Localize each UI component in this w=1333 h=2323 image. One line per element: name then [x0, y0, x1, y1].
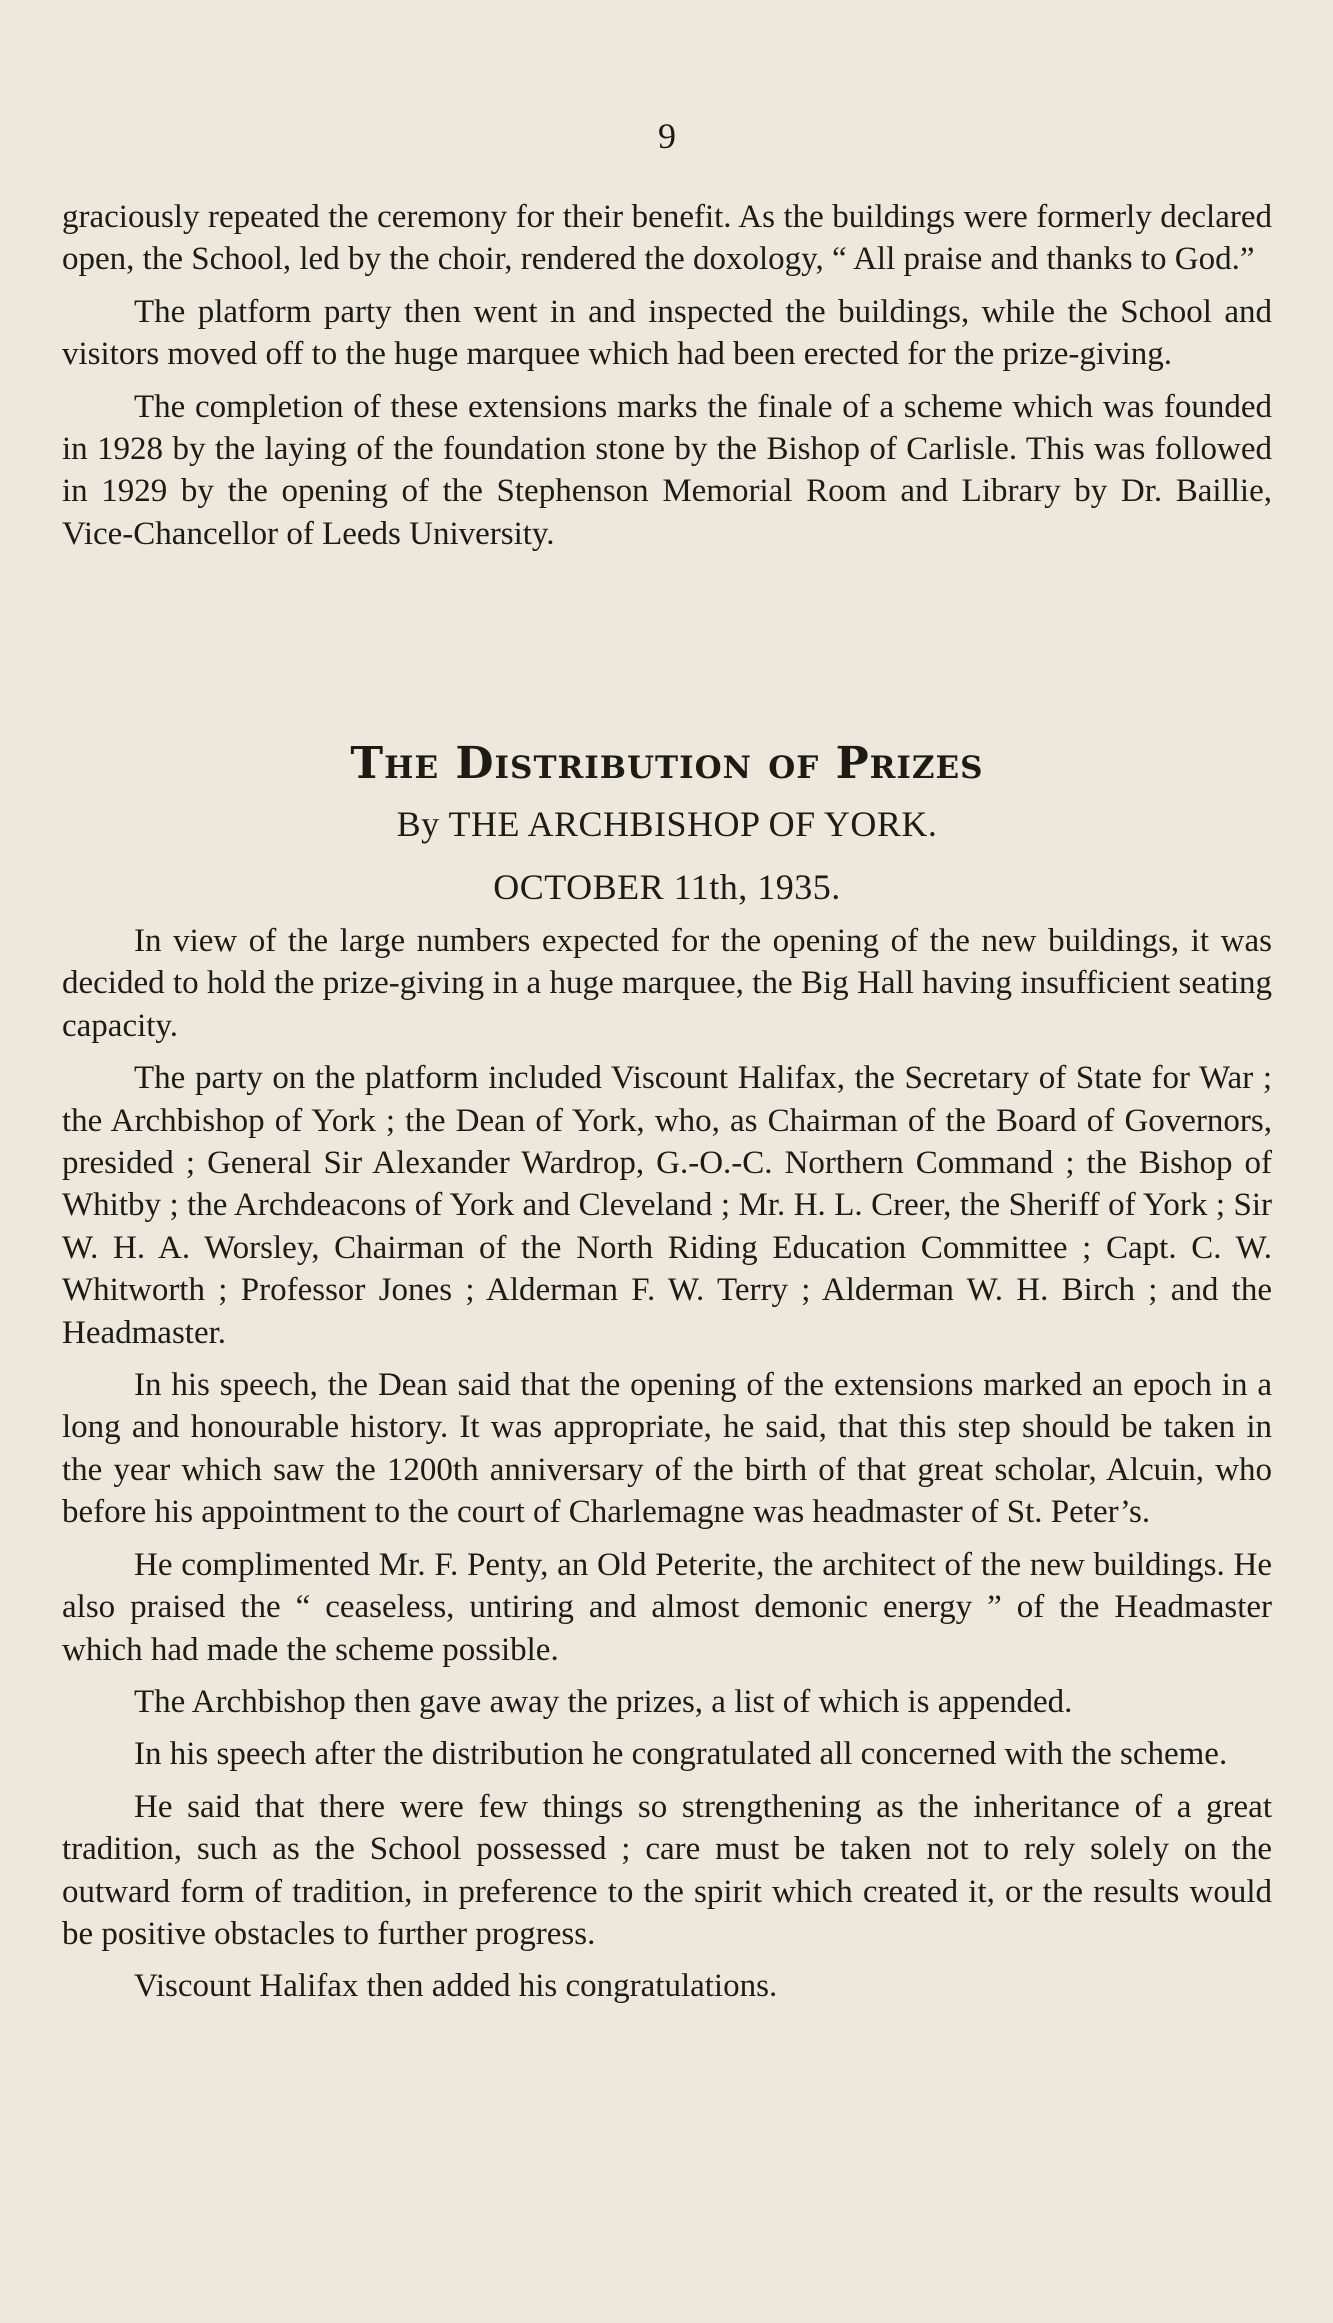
section-byline: By THE ARCHBISHOP OF YORK.: [396, 804, 938, 844]
paragraph: In view of the large numbers expected for the opening of the new buildings, it was decided to hold the prize-giving in a huge marquee, the Big Hall having insufficient seating capacity.: [62, 923, 1272, 1044]
intro-text: [62, 196, 1272, 565]
paragraph: He said that there were few things so strengthening as the inheritance of a great tradition, such as the School possessed ; care must be taken not to rely solely on the outward form of tradition, in preference to the spirit which created it, or the results would be positive obstacles to further progress.: [62, 1788, 1272, 1952]
section-date: OCTOBER 11th, 1935.: [493, 867, 841, 907]
paragraph: The platform party then went in and inspected the buildings, while the School and visitors moved off to the huge marquee which had been erected for the prize-giving.: [62, 293, 1272, 373]
paragraph: graciously repeated the ceremony for their benefit. As the buildings were formerly declared open, the School, led by the choir, rendered the doxology, “ All praise and thanks to God.”: [62, 199, 1272, 278]
paragraph: In his speech, the Dean said that the opening of the extensions marked an epoch in a long and honourable history. It was appropriate, he said, that this step should be taken in the year which saw the 1200th anniversary of the birth of that great scholar, Alcuin, who before his appointment to the court of Charlemagne was headmaster of St. Peter’s.: [62, 1367, 1272, 1531]
paragraph: The Archbishop then gave away the prizes, a list of which is appended.: [134, 1683, 1073, 1720]
paragraph: The party on the platform included Viscount Halifax, the Secretary of State for War ; the Archbishop of York ; the Dean of York, who, as Chairman of the Board of Governors, presided ; General Sir Alexander Wardrop, G.-O.-C. Northern Command ; the Bishop of Whitby ; the Archdeacons of York and Cleveland ; Mr. H. L. Creer, the Sheriff of York ; Sir W. H. A. Worsley, Chairman of the North Riding Education Committee ; Capt. C. W. Whitworth ; Professor Jones ; Alderman F. W. Terry ; Alderman W. H. Birch ; and the Headmaster.: [62, 1060, 1272, 1351]
paragraph: In his speech after the distribution he congratulated all concerned with the scheme.: [134, 1736, 1228, 1773]
paragraph: He complimented Mr. F. Penty, an Old Peterite, the architect of the new buildings. He also praised the “ ceaseless, untiring and almost demonic energy ” of the Headmaster which had made the scheme possible.: [62, 1546, 1272, 1668]
section-title: The Distribution of Prizes: [350, 738, 984, 789]
paragraph: The completion of these extensions marks the finale of a scheme which was founded in 1928 by the laying of the foundation stone by the Bishop of Carlisle. This was followed in 1929 by the opening of the Stephenson Memorial Room and Library by Dr. Baillie, Vice-Chancellor of Leeds University.: [62, 388, 1272, 552]
paragraph: Viscount Halifax then added his congratulations.: [134, 1968, 778, 2005]
page-number: 9: [658, 116, 676, 156]
section-text: [62, 920, 1272, 2018]
